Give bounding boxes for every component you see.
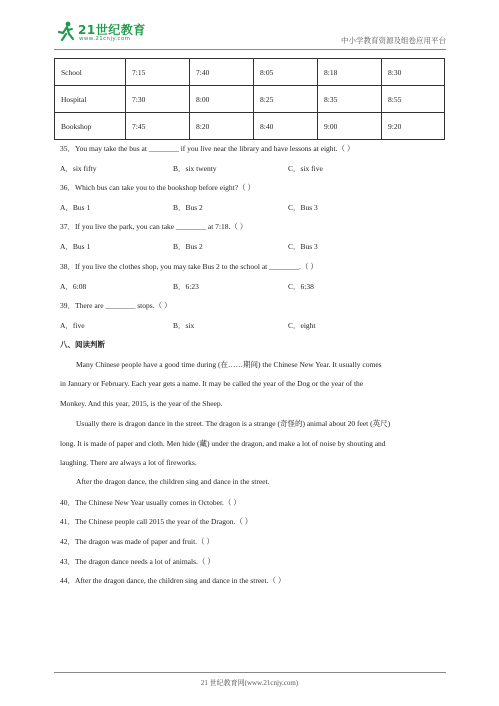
table-cell: 8:05 [254, 59, 318, 86]
question-39: 39．There are ________ stops.（ ） [60, 301, 172, 310]
table-cell: 7:45 [126, 113, 190, 140]
option-a: A．six fifty [60, 164, 97, 173]
option-a: A．Bus 1 [60, 203, 91, 212]
table-cell: 8:55 [382, 86, 445, 113]
passage-line: After the dragon dance, the children sing and dance in the street. [76, 477, 270, 486]
judgment-41: 41．The Chinese people call 2015 the year of the Dragon.（ ） [60, 517, 253, 526]
logo-url: www.21cnjy.com [79, 36, 131, 42]
platform-title: 中小学教育资源及组卷应用平台 [341, 36, 446, 45]
table-cell: 8:20 [190, 113, 254, 140]
table-cell: 8:35 [318, 86, 382, 113]
table-cell: 8:25 [254, 86, 318, 113]
table-cell: 7:15 [126, 59, 190, 86]
passage-line: Monkey. And this year, 2015, is the year of the Sheep. [60, 399, 223, 408]
question-35: 35．You may take the bus at ________ if you live near the library and have lessons at eight.（ ） [60, 144, 355, 153]
table-cell: 7:40 [190, 59, 254, 86]
table-cell: Hospital [55, 86, 126, 113]
option-a: A．6:08 [60, 282, 87, 291]
judgment-44: 44．After the dragon dance, the children sing and dance in the street.（ ） [60, 576, 286, 585]
table-cell: 8:18 [318, 59, 382, 86]
page-header [54, 19, 446, 49]
option-c: C．6:38 [288, 282, 314, 291]
option-b: B．Bus 2 [173, 203, 203, 212]
option-c: C．Bus 3 [288, 203, 318, 212]
option-b: B．Bus 2 [173, 242, 203, 251]
judgment-42: 42．The dragon was made of paper and fruit.（ ） [60, 537, 214, 546]
section-title: 八、阅读判断 [60, 340, 105, 349]
passage-line: laughing. There are always a lot of fireworks. [60, 458, 197, 467]
table-row [55, 86, 445, 113]
option-a: A．five [60, 321, 85, 330]
passage-line: in January or February. Each year gets a name. It may be called the year of the Dog or the year of the [60, 379, 364, 388]
header-divider [54, 49, 446, 50]
page-footer: 21 世纪教育网(www.21cnjy.com) [200, 679, 299, 687]
option-b: B．six [173, 321, 195, 330]
site-logo [54, 19, 164, 45]
table-cell: 9:00 [318, 113, 382, 140]
option-c: C．six five [288, 164, 323, 173]
logo-text: 21世纪教育 [78, 23, 146, 37]
table-row [55, 59, 445, 86]
passage-line: Many Chinese people have a good time during (在……期间) the Chinese New Year. It usually comes [76, 360, 382, 369]
table-row [55, 113, 445, 140]
question-37: 37．If you live the park, you can take ________ at 7:18.（ ） [60, 222, 248, 231]
judgment-43: 43．The dragon dance needs a lot of animals.（ ） [60, 557, 215, 566]
passage-line: Usually there is dragon dance in the street. The dragon is a strange (奇怪的) animal about 20 feet (英尺) [76, 419, 391, 428]
table-cell: 8:30 [382, 59, 445, 86]
question-38: 38．If you live the clothes shop, you may take Bus 2 to the school at ________.（ ） [60, 262, 318, 271]
table-cell: 9:20 [382, 113, 445, 140]
footer-divider [54, 672, 446, 673]
option-b: B．6:23 [173, 282, 199, 291]
table-cell: School [55, 59, 126, 86]
option-b: B．six twenty [173, 164, 217, 173]
passage-line: long. It is made of paper and cloth. Men hide (藏) under the dragon, and make a lot of noise by shouting and [60, 439, 386, 448]
table-cell: Bookshop [55, 113, 126, 140]
bus-timetable [54, 58, 445, 140]
question-36: 36．Which bus can take you to the bookshop before eight?（ ） [60, 183, 255, 192]
option-c: C．eight [288, 321, 316, 330]
judgment-40: 40．The Chinese New Year usually comes in October.（ ） [60, 498, 241, 507]
table-cell: 8:00 [190, 86, 254, 113]
table-cell: 7:30 [126, 86, 190, 113]
option-a: A．Bus 1 [60, 242, 91, 251]
option-c: C．Bus 3 [288, 242, 318, 251]
table-cell: 8:40 [254, 113, 318, 140]
running-figure-icon [56, 21, 76, 43]
